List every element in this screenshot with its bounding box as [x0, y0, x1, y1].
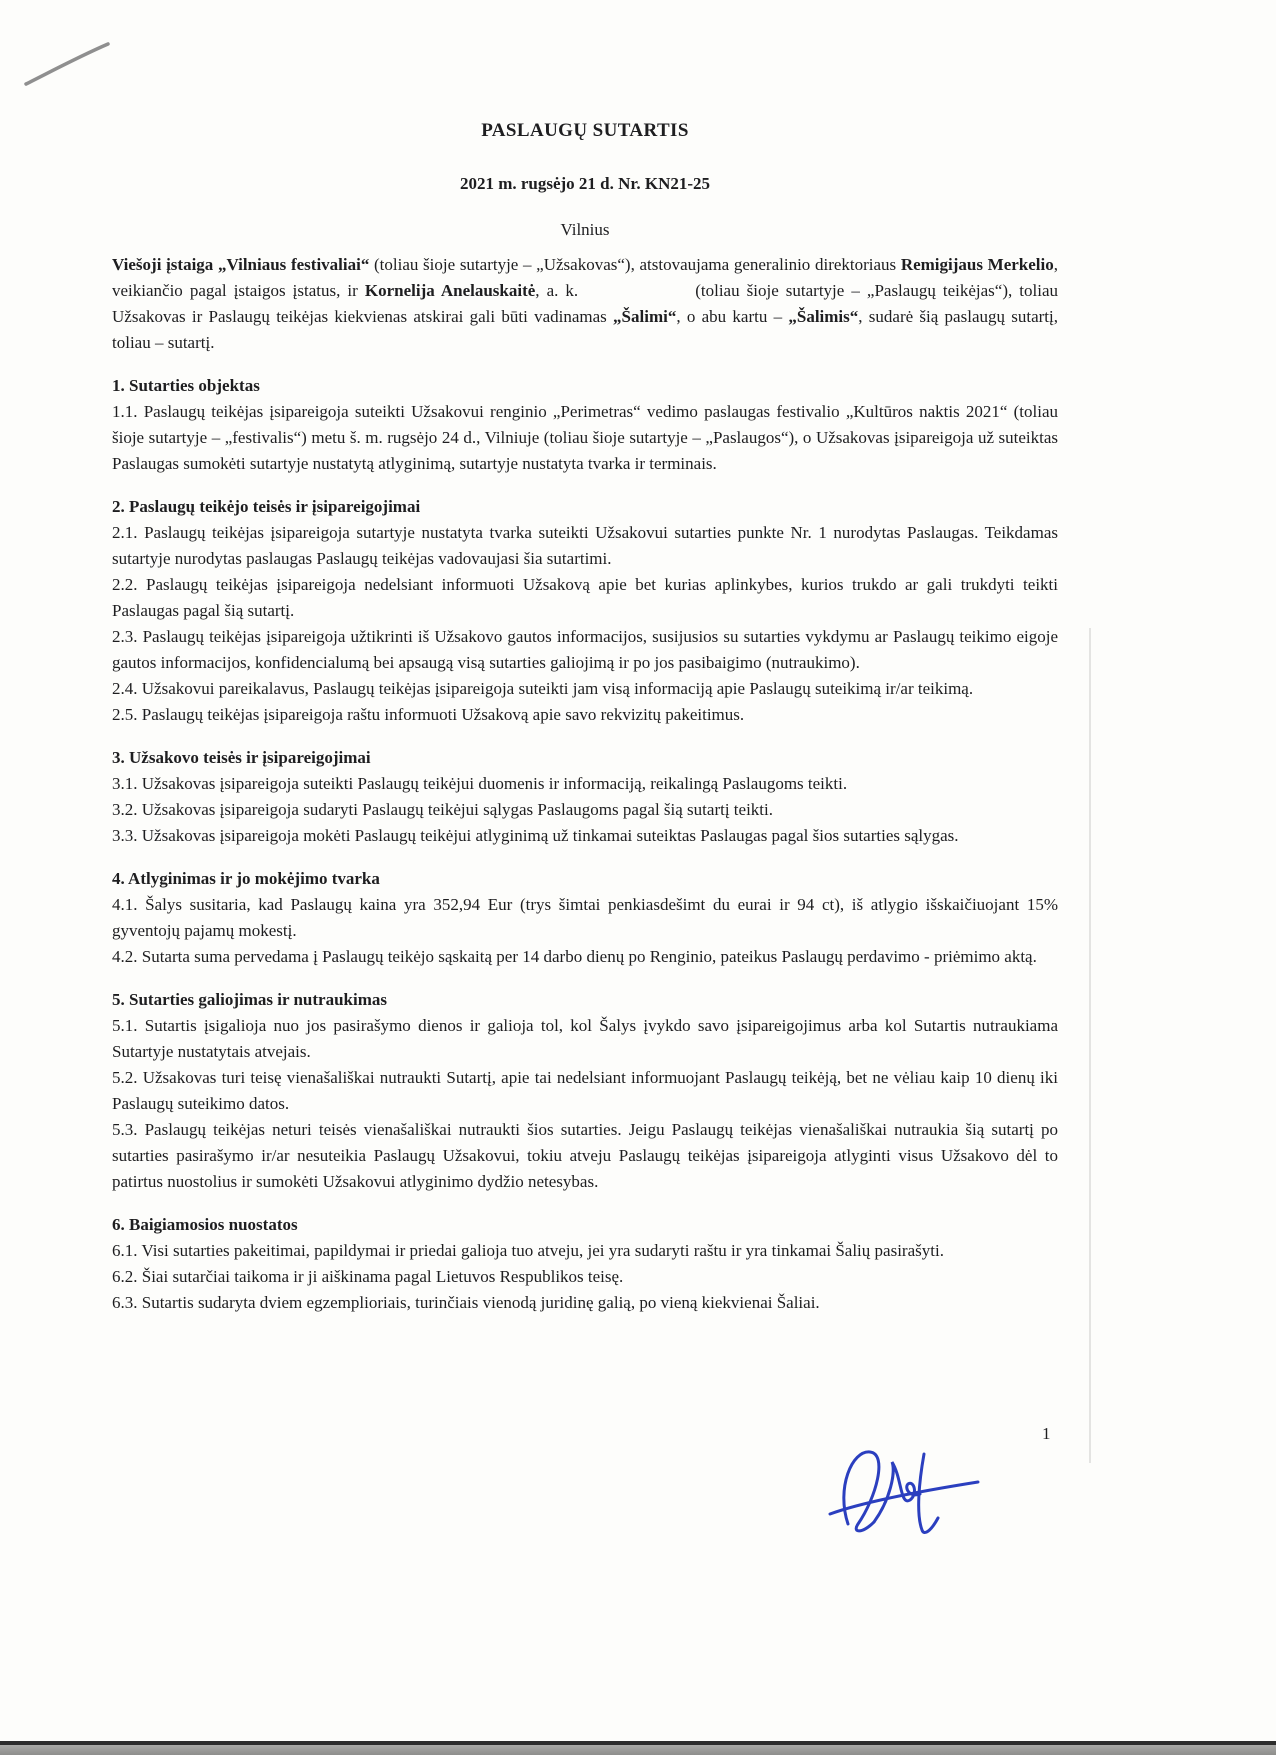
- document-content: [112, 118, 1058, 1316]
- paragraph-4-2: 4.2. Sutarta suma pervedama į Paslaugų teikėjo sąskaitą per 14 darbo dienų po Renginio, pateikus Paslaugų perdavimo - priėmimo aktą.: [112, 947, 1037, 966]
- paragraph-2-5: 2.5. Paslaugų teikėjas įsipareigoja raštu informuoti Užsakovą apie savo rekvizitų pakeitimus.: [112, 705, 745, 724]
- section-4: [112, 866, 1058, 970]
- intro-segment: Kornelija Anelauskaitė: [364, 281, 536, 300]
- redacted-personal-code-gap: [585, 295, 695, 296]
- paragraph-5-3: 5.3. Paslaugų teikėjas neturi teisės vienašališkai nutraukti šios sutarties. Jeigu Paslaugų teikėjas vienašališkai nutraukia šią sutartį po sutarties pasirašymo ir/ar nesuteikia Paslaugų Užsakovui, tokiu atveju Paslaugų teikėjas įsipareigoja atlyginti visus Užsakovo dėl to patirtus nuostolius ir sumokėti Užsakovui atlyginimo dydžio netesybas.: [112, 1120, 1058, 1191]
- section-2-heading: 2. Paslaugų teikėjo teisės ir įsipareigojimai: [112, 497, 421, 516]
- paragraph-2-4: 2.4. Užsakovui pareikalavus, Paslaugų teikėjas įsipareigoja suteikti jam visą informaciją apie Paslaugų suteikimą ir/ar teikimą.: [112, 679, 974, 698]
- section-5-heading: 5. Sutarties galiojimas ir nutraukimas: [112, 990, 388, 1009]
- signature: [818, 1428, 988, 1558]
- intro-segment: „Šalimi“: [613, 307, 677, 326]
- document-date-line: 2021 m. rugsėjo 21 d. Nr. KN21-25: [459, 174, 711, 193]
- intro-paragraph: [112, 252, 1058, 356]
- intro-segment: Viešoji įstaiga „Vilniaus festivaliai“: [112, 255, 370, 274]
- paragraph-3-1: 3.1. Užsakovas įsipareigoja suteikti Paslaugų teikėjui duomenis ir informaciją, reikalingą Paslaugoms teikti.: [112, 774, 848, 793]
- intro-segment: , sudarė šią paslaugų sutartį, toliau – sutartį.: [112, 307, 1058, 352]
- paragraph-6-3: 6.3. Sutartis sudaryta dviem egzemplioriais, turinčiais vienodą juridinę galią, po vieną kiekvienai Šaliai.: [112, 1293, 820, 1312]
- paragraph-2-3: 2.3. Paslaugų teikėjas įsipareigoja užtikrinti iš Užsakovo gautos informacijos, susijusios su sutarties vykdymu ar Paslaugų teikimo eigoje gautos informacijos, konfidencialumą bei apsaugą visą sutarties galiojimą ir po jos pasibaigimo (nutraukimo).: [112, 627, 1058, 672]
- paragraph-3-2: 3.2. Užsakovas įsipareigoja sudaryti Paslaugų teikėjui sąlygas Paslaugoms pagal šią sutartį teikti.: [112, 800, 773, 819]
- intro-segment: , a. k.: [535, 281, 586, 300]
- intro-segment: „Šalimis“: [788, 307, 859, 326]
- intro-segment: , veikiančio pagal įstaigos įstatus, ir: [112, 255, 1058, 300]
- paragraph-5-1: 5.1. Sutartis įsigalioja nuo jos pasirašymo dienos ir galioja tol, kol Šalys įvykdo savo įsipareigojimus arba kol Sutartis nutraukiama Sutartyje nustatytais atvejais.: [112, 1016, 1058, 1061]
- paragraph-2-2: 2.2. Paslaugų teikėjas įsipareigoja nedelsiant informuoti Užsakovą apie bet kurias aplinkybes, kurios trukdo ar gali trukdyti teikti Paslaugas pagal šią sutartį.: [112, 575, 1058, 620]
- pen-mark-icon: [22, 38, 114, 90]
- section-6: [112, 1212, 1058, 1316]
- paragraph-2-1: 2.1. Paslaugų teikėjas įsipareigoja sutartyje nustatyta tvarka suteikti Užsakovui sutarties punkte Nr. 1 nurodytas Paslaugas. Teikdamas sutartyje nurodytas paslaugas Paslaugų teikėjas vadovaujasi šia sutartimi.: [112, 523, 1058, 568]
- document-title: PASLAUGŲ SUTARTIS: [481, 120, 689, 141]
- section-4-heading: 4. Atlyginimas ir jo mokėjimo tvarka: [112, 869, 380, 888]
- scan-artifact-line: [1089, 628, 1091, 1463]
- paragraph-5-2: 5.2. Užsakovas turi teisę vienašališkai nutraukti Sutartį, apie tai nedelsiant informuojant Paslaugų teikėją, bet ne vėliau kaip 10 dienų iki Paslaugų suteikimo datos.: [112, 1068, 1058, 1113]
- paragraph-4-1: 4.1. Šalys susitaria, kad Paslaugų kaina yra 352,94 Eur (trys šimtai penkiasdešimt du eurai ir 94 ct), iš atlygio išskaičiuojant 15% gyventojų pajamų mokestį.: [112, 895, 1058, 940]
- section-6-heading: 6. Baigiamosios nuostatos: [112, 1215, 298, 1234]
- section-3: [112, 745, 1058, 849]
- paragraph-1-1: 1.1. Paslaugų teikėjas įsipareigoja suteikti Užsakovui renginio „Perimetras“ vedimo paslaugas festivalio „Kultūros naktis 2021“ (toliau šioje sutartyje – „festivalis“) metu š. m. rugsėjo 24 d., Vilniuje (toliau šioje sutartyje – „Paslaugos“), o Užsakovas įsipareigoja už suteiktas Paslaugas sumokėti sutartyje nustatytą atlyginimą, sutartyje nustatyta tvarka ir terminais.: [112, 402, 1058, 473]
- paragraph-6-2: 6.2. Šiai sutarčiai taikoma ir ji aiškinama pagal Lietuvos Respublikos teisę.: [112, 1267, 624, 1286]
- document-city: Vilnius: [560, 220, 610, 239]
- scan-bottom-edge: [0, 1741, 1276, 1755]
- section-5: [112, 987, 1058, 1195]
- intro-segment: (toliau šioje sutartyje – „Užsakovas“), atstovaujama generalinio direktoriaus: [369, 255, 901, 274]
- intro-segment: , o abu kartu –: [676, 307, 789, 326]
- section-3-heading: 3. Užsakovo teisės ir įsipareigojimai: [112, 748, 371, 767]
- page-number: 1: [1042, 1424, 1051, 1443]
- intro-segment: Remigijaus Merkelio: [900, 255, 1054, 274]
- intro-segment: (toliau šioje sutartyje – „Paslaugų teikėjas“), toliau Užsakovas ir Paslaugų teikėjas kiekvienas atskirai gali būti vadinamas: [112, 281, 1058, 326]
- section-2: [112, 494, 1058, 728]
- paragraph-6-1: 6.1. Visi sutarties pakeitimai, papildymai ir priedai galioja tuo atveju, jei yra sudaryti raštu ir yra tinkamai Šalių pasirašyti.: [112, 1241, 944, 1260]
- section-1: [112, 373, 1058, 477]
- paragraph-3-3: 3.3. Užsakovas įsipareigoja mokėti Paslaugų teikėjui atlyginimą už tinkamai suteiktas Paslaugas pagal šios sutarties sąlygas.: [112, 826, 959, 845]
- section-1-heading: 1. Sutarties objektas: [112, 376, 260, 395]
